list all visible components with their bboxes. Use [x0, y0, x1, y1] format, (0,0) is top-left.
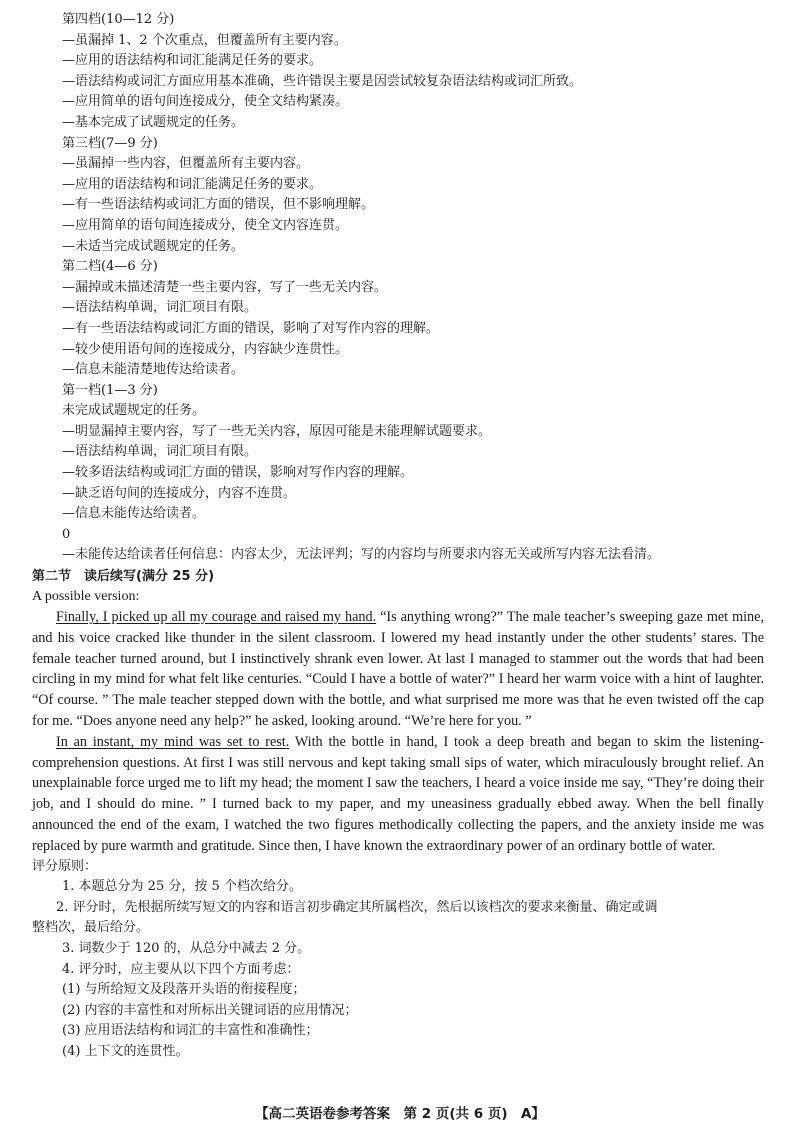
- grade-2-item: —语法结构单调，词汇项目有限。: [62, 300, 258, 316]
- grade-4-title: 第四档(10—12 分): [62, 12, 175, 27]
- paragraph-2-body: With the bottle in hand, I took a deep breath and began to skim the listening-comprehension questions. At first I was still nervous and kept taking small sips of water, which miraculously brought relief. An unexplainable force urged me to lift my head; the moment I saw the teachers, I heard a voice inside me say, “They’re doing their job, and I should do mine. ” I turned back to my paper, and my uneasiness gradually ebbed away. When the bell finally announced the end of the exam, I watched the two figures methodically collecting the papers, and the anxiety inside me was replaced by pure warmth and gratitude. Since then, I have known the extraordinary power of an ordinary bottle of water.: [32, 733, 765, 854]
- rule-4-sub-item: (1) 与所给短文及段落开头语的衔接程度；: [62, 982, 306, 998]
- paragraph-1-opening-sentence: Finally, I picked up all my courage and raised my hand.: [56, 609, 377, 626]
- essay-paragraph-2: [32, 732, 764, 857]
- grade-4-item: —虽漏掉 1、2 个次重点，但覆盖所有主要内容。: [62, 32, 347, 48]
- section-2-title: 第二节 读后续写(满分 25 分): [32, 569, 215, 585]
- grade-4-item: —应用的语法结构和词汇能满足任务的要求。: [62, 53, 323, 69]
- rule-1: 1. 本题总分为 25 分，按 5 个档次给分。: [62, 879, 302, 895]
- grade-3-item: —应用的语法结构和词汇能满足任务的要求。: [62, 176, 323, 192]
- version-label: A possible version:: [32, 589, 140, 605]
- scoring-rules-title: 评分原则：: [32, 858, 98, 874]
- grade-0-title: 0: [62, 526, 71, 542]
- grade-4-item: —基本完成了试题规定的任务。: [62, 114, 245, 130]
- grade-2-item: —漏掉或未描述清楚一些主要内容，写了一些无关内容。: [62, 279, 388, 295]
- grade-1-item: —语法结构单调，词汇项目有限。: [62, 444, 258, 460]
- grade-1-block: [62, 381, 766, 525]
- grade-2-title: 第二档(4—6 分): [62, 259, 158, 275]
- grade-4-item: —语法结构或词汇方面应用基本准确，些许错误主要是因尝试较复杂语法结构或词汇所致。: [62, 73, 583, 89]
- grade-1-title: 第一档(1—3 分): [62, 382, 158, 398]
- rule-2: [32, 898, 764, 939]
- grade-3-item: —虽漏掉一些内容，但覆盖所有主要内容。: [62, 156, 310, 172]
- grade-1-item: —较多语法结构或词汇方面的错误，影响对写作内容的理解。: [62, 465, 414, 481]
- grade-3-item: —应用简单的语句间连接成分，使全文内容连贯。: [62, 217, 349, 233]
- grade-2-block: [62, 257, 766, 381]
- rule-4-sub-item: (4) 上下文的连贯性。: [62, 1043, 189, 1059]
- grade-1-item: 未完成试题规定的任务。: [62, 403, 206, 419]
- page-footer: 【高二英语卷参考答案 第 2 页(共 6 页) A】: [255, 1106, 545, 1122]
- paragraph-1-body: “Is anything wrong?” The male teacher’s sweeping gaze met mine, and his voice cracked like thunder in the silent classroom. I lowered my head instantly under the other students’ stares. The female teacher turned around, but I instinctively shrank even lower. At last I managed to stammer out the words that had been circling in my mind for what felt like centuries. “Could I have a bottle of water?” I heard her warm voice with a hint of laughter. “Of course. ” The male teacher stepped down with the bottle, and what surprised me more was that he even twisted off the cap for me. “Does anyone need any help?” he asked, looking around. “We’re here for you. ”: [32, 609, 764, 730]
- grade-3-item: —未适当完成试题规定的任务。: [62, 238, 245, 254]
- paragraph-2-opening-sentence: In an instant, my mind was set to rest.: [56, 733, 290, 750]
- rule-4-sub-item: (2) 内容的丰富性和对所标出关键词语的应用情况；: [62, 1002, 358, 1018]
- grade-4-item: —应用简单的语句间连接成分，使全文结构紧凑。: [62, 94, 349, 110]
- grade-0-block: [62, 525, 766, 566]
- grade-3-title: 第三档(7—9 分): [62, 135, 158, 151]
- grade-1-item: —明显漏掉主要内容，写了一些无关内容，原因可能是未能理解试题要求。: [62, 423, 492, 439]
- grade-4-block: [62, 10, 766, 134]
- grade-2-item: —信息未能清楚地传达给读者。: [62, 362, 245, 378]
- rule-2-line-2: 整档次，最后给分。: [32, 920, 150, 936]
- scoring-rules: [32, 877, 766, 1062]
- rule-4: 4. 评分时，应主要从以下四个方面考虑：: [62, 961, 300, 977]
- grade-0-item: —未能传达给读者任何信息：内容太少，无法评判；写的内容均与所要求内容无关或所写内容无法看清。: [62, 547, 661, 563]
- grade-2-item: —较少使用语句间的连接成分，内容缺少连贯性。: [62, 341, 349, 357]
- grade-1-item: —信息未能传达给读者。: [62, 506, 206, 522]
- grade-2-item: —有一些语法结构或词汇方面的错误，影响了对写作内容的理解。: [62, 320, 440, 336]
- grade-3-block: [62, 134, 766, 258]
- essay-paragraph-1: [32, 607, 764, 732]
- grade-1-item: —缺乏语句间的连接成分，内容不连贯。: [62, 485, 297, 501]
- rule-4-sub-item: (3) 应用语法结构和词汇的丰富性和准确性；: [62, 1023, 319, 1039]
- grade-3-item: —有一些语法结构或词汇方面的错误，但不影响理解。: [62, 197, 375, 213]
- rule-2-line-1: 2. 评分时，先根据所续写短文的内容和语言初步确定其所属档次，然后以该档次的要求来衡量、确定或调: [56, 899, 658, 915]
- rule-3: 3. 词数少于 120 的，从总分中减去 2 分。: [62, 940, 311, 956]
- sample-essay: [32, 607, 764, 857]
